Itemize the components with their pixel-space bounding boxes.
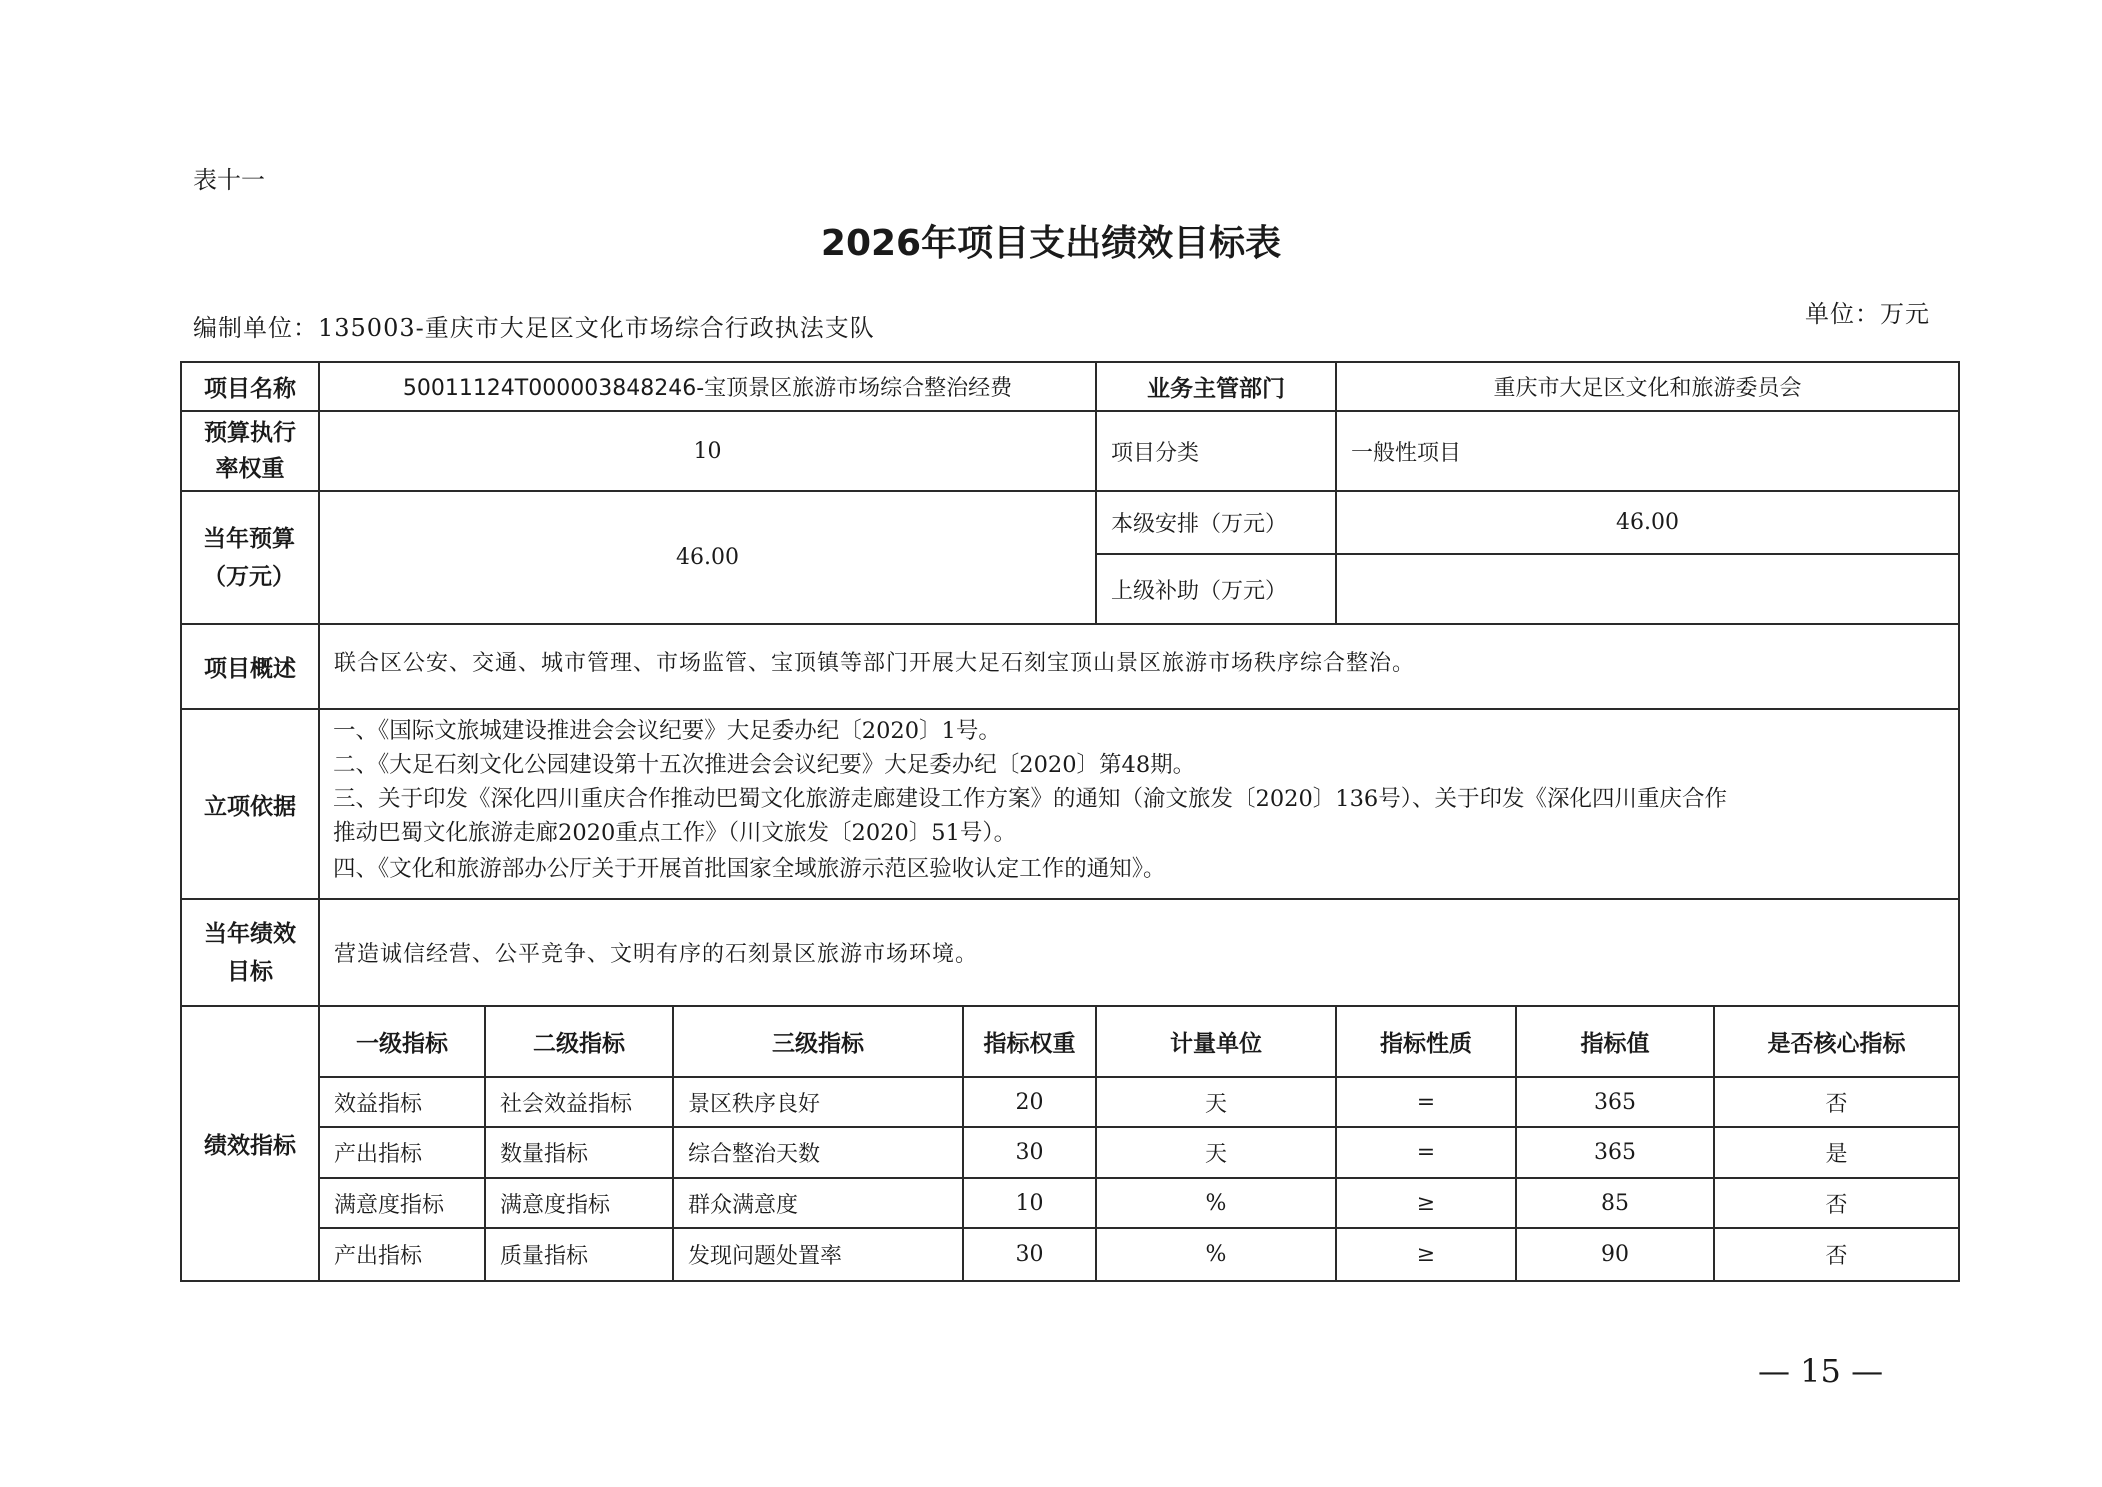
- level2-cell: 数量指标: [500, 1142, 589, 1167]
- level1-cell: 产出指标: [334, 1244, 423, 1269]
- col-header-unit: 计量单位: [1170, 1031, 1262, 1057]
- unit-cell: %: [1205, 1242, 1227, 1267]
- compiling-unit: 编制单位：135003-重庆市大足区文化市场综合行政执法支队: [193, 314, 875, 342]
- weight-cell: 20: [1015, 1089, 1044, 1115]
- col-header-nature: 指标性质: [1380, 1031, 1472, 1057]
- indicators-label: 绩效指标: [204, 1133, 296, 1159]
- level1-cell: 产出指标: [334, 1142, 423, 1167]
- annual-goal-label: 当年绩效目标: [204, 920, 296, 985]
- superior-subsidy-value: [1337, 555, 1958, 623]
- core-cell: 否: [1825, 1192, 1848, 1218]
- core-cell: 是: [1825, 1142, 1848, 1167]
- nature-cell: =: [1416, 1089, 1436, 1115]
- level1-cell: 满意度指标: [334, 1192, 445, 1218]
- weight-label: 预算执行率权重: [204, 420, 296, 482]
- table-border-right: [1958, 361, 1960, 1282]
- basis-line: 推动巴蜀文化旅游走廊2020重点工作》（川文旅发〔2020〕51号）。: [333, 820, 1017, 846]
- unit-cell: 天: [1204, 1142, 1227, 1167]
- department-value: 重庆市大足区文化和旅游委员会: [1493, 376, 1802, 401]
- basis-line: 一、《国际文旅城建设推进会会议纪要》大足委办纪〔2020〕1号。: [333, 718, 1001, 744]
- budget-label: 当年预算（万元）: [203, 525, 295, 590]
- table-label: 表十一: [193, 166, 265, 194]
- department-label: 业务主管部门: [1147, 376, 1285, 402]
- value-cell: 365: [1594, 1089, 1636, 1115]
- core-cell: 否: [1825, 1244, 1848, 1269]
- local-arrangement-value: 46.00: [1616, 510, 1679, 535]
- weight-cell: 10: [1015, 1190, 1044, 1216]
- budget-value: 46.00: [676, 545, 739, 570]
- weight-cell: 30: [1015, 1140, 1044, 1165]
- core-cell: 否: [1825, 1091, 1848, 1117]
- level3-cell: 发现问题处置率: [688, 1244, 843, 1269]
- level2-cell: 质量指标: [500, 1244, 589, 1269]
- basis-line: 二、《大足石刻文化公园建设第十五次推进会会议纪要》大足委办纪〔2020〕第48期。: [333, 752, 1196, 778]
- unit-cell: %: [1205, 1190, 1227, 1216]
- level2-cell: 社会效益指标: [500, 1091, 633, 1117]
- col-header-level3: 三级指标: [772, 1031, 864, 1057]
- value-cell: 85: [1601, 1190, 1629, 1216]
- level3-cell: 综合整治天数: [688, 1142, 821, 1167]
- basis-label: 立项依据: [204, 793, 296, 820]
- table-border-bottom: [180, 1280, 1960, 1282]
- value-cell: 90: [1601, 1242, 1629, 1267]
- col-header-level1: 一级指标: [356, 1031, 448, 1057]
- page-number: — 15 —: [1758, 1352, 1884, 1390]
- nature-cell: =: [1416, 1140, 1436, 1165]
- page-title: 2026年项目支出绩效目标表: [820, 223, 1282, 264]
- project-name-value: 50011124T000003848246-宝顶景区旅游市场综合整治经费: [402, 376, 1013, 401]
- col-header-value: 指标值: [1580, 1031, 1650, 1057]
- overview-label: 项目概述: [204, 656, 296, 682]
- category-label: 项目分类: [1111, 440, 1200, 466]
- row-divider: [180, 708, 1960, 710]
- basis-line: 四、《文化和旅游部办公厅关于开展首批国家全域旅游示范区验收认定工作的通知》。: [333, 856, 1166, 882]
- weight-value: 10: [693, 438, 722, 464]
- level1-cell: 效益指标: [334, 1091, 423, 1117]
- unit-cell: 天: [1204, 1091, 1227, 1117]
- level3-cell: 群众满意度: [688, 1192, 799, 1218]
- level2-cell: 满意度指标: [500, 1192, 611, 1218]
- project-name-label: 项目名称: [204, 376, 296, 402]
- local-arrangement-label: 本级安排（万元）: [1111, 512, 1288, 537]
- currency-unit: 单位：万元: [1805, 300, 1930, 328]
- category-value: 一般性项目: [1351, 440, 1462, 466]
- superior-subsidy-label: 上级补助（万元）: [1111, 578, 1288, 604]
- level3-cell: 景区秩序良好: [688, 1091, 821, 1117]
- annual-goal-value: 营造诚信经营、公平竞争、文明有序的石刻景区旅游市场环境。: [334, 942, 979, 967]
- value-cell: 365: [1594, 1140, 1636, 1165]
- col-header-level2: 二级指标: [533, 1031, 625, 1057]
- nature-cell: ≥: [1416, 1242, 1436, 1267]
- overview-value: 联合区公安、交通、城市管理、市场监管、宝顶镇等部门开展大足石刻宝顶山景区旅游市场秩序综合整治。: [334, 651, 1416, 676]
- col-header-weight: 指标权重: [983, 1031, 1076, 1057]
- basis-line: 三、关于印发《深化四川重庆合作推动巴蜀文化旅游走廊建设工作方案》的通知（渝文旅发〔2020〕136号）、关于印发《深化四川重庆合作: [333, 786, 1727, 812]
- col-header-core: 是否核心指标: [1767, 1031, 1906, 1057]
- weight-cell: 30: [1015, 1242, 1044, 1267]
- nature-cell: ≥: [1416, 1190, 1436, 1216]
